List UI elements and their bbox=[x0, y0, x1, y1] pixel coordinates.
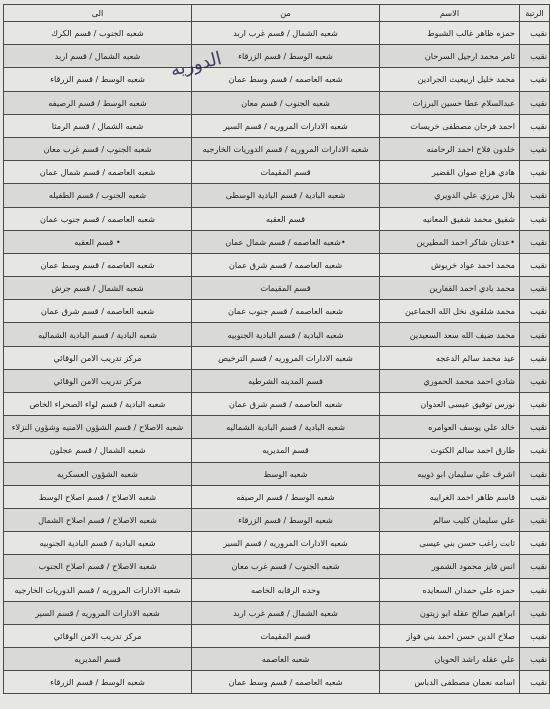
from-cell: شعبه الشمال / قسم غرب اربد bbox=[192, 22, 380, 45]
rank-cell: نقيب bbox=[520, 648, 550, 671]
from-cell: شعبه البادية / قسم البادية الشماليه bbox=[192, 416, 380, 439]
from-cell: شعبه العاصمه / قسم شرق عمان bbox=[192, 393, 380, 416]
to-cell: شعبه الوسط / قسم الزرقاء bbox=[4, 68, 192, 91]
to-cell: شعبه العاصمه / قسم شمال عمان bbox=[4, 161, 192, 184]
name-cell: ثامر محمد ارجيل السرحان bbox=[380, 45, 520, 68]
name-cell: عبدالسلام عطا حسين البرزات bbox=[380, 91, 520, 114]
name-cell: اشرف علي سليمان ابو ذويبه bbox=[380, 462, 520, 485]
rank-cell: نقيب bbox=[520, 578, 550, 601]
to-cell: قسم المديريه bbox=[4, 648, 192, 671]
rank-cell: نقيب bbox=[520, 184, 550, 207]
table-row bbox=[4, 45, 550, 68]
table-row bbox=[4, 393, 550, 416]
table-row bbox=[4, 508, 550, 531]
name-cell: احمد فرحان مصطفى خريسات bbox=[380, 114, 520, 137]
rank-cell: نقيب bbox=[520, 439, 550, 462]
rank-cell: نقيب bbox=[520, 462, 550, 485]
rank-cell: نقيب bbox=[520, 300, 550, 323]
name-cell: محمد بادي احمد القفارين bbox=[380, 277, 520, 300]
rank-cell: نقيب bbox=[520, 68, 550, 91]
name-cell: صلاح الدين حسن احمد بني فواز bbox=[380, 624, 520, 647]
to-cell: شعبه الاصلاح / قسم اصلاح الجنوب bbox=[4, 555, 192, 578]
table-row bbox=[4, 22, 550, 45]
from-cell: قسم المقيمات bbox=[192, 277, 380, 300]
name-cell: محمد شلقوى نخل الله الجماعين bbox=[380, 300, 520, 323]
name-cell: اسامه نعمان مصطفى الدباس bbox=[380, 671, 520, 694]
table-row bbox=[4, 253, 550, 276]
to-cell: شعبه البادية / قسم البادية الشماليه bbox=[4, 323, 192, 346]
name-cell: عيد محمد سالم الدعجه bbox=[380, 346, 520, 369]
from-cell: قسم المقيمات bbox=[192, 161, 380, 184]
to-cell: شعبه الوسط / قسم الزرقاء bbox=[4, 671, 192, 694]
rank-cell: نقيب bbox=[520, 253, 550, 276]
table-row bbox=[4, 601, 550, 624]
to-cell: شعبه الشؤون العسكريه bbox=[4, 462, 192, 485]
handwritten-note: الدوريه bbox=[168, 48, 224, 81]
rank-cell: نقيب bbox=[520, 137, 550, 160]
rank-cell: نقيب bbox=[520, 532, 550, 555]
from-cell: وحده الرقابه الخاصه bbox=[192, 578, 380, 601]
name-cell: قاسم ظاهر احمد الغرايبه bbox=[380, 485, 520, 508]
name-cell: طارق احمد سالم الكتوت bbox=[380, 439, 520, 462]
from-cell: شعبه العاصمه / قسم وسط عمان bbox=[192, 68, 380, 91]
rank-cell: نقيب bbox=[520, 624, 550, 647]
to-cell: شعبه العاصمه / قسم شرق عمان bbox=[4, 300, 192, 323]
rank-cell: نقيب bbox=[520, 416, 550, 439]
name-cell: محمد خليل اربيعيث الجرادين bbox=[380, 68, 520, 91]
table-row bbox=[4, 68, 550, 91]
to-cell: شعبه الجنوب / قسم الطفيله bbox=[4, 184, 192, 207]
to-cell: شعبه الادارات المروريه / قسم الدوريات الخارجيه bbox=[4, 578, 192, 601]
table-row bbox=[4, 578, 550, 601]
from-cell: قسم العقبه bbox=[192, 207, 380, 230]
to-cell: مركز تدريب الامن الوقائي bbox=[4, 624, 192, 647]
name-cell: ابراهيم صالح عقله ابو زيتون bbox=[380, 601, 520, 624]
to-cell: شعبه العاصمه / قسم جنوب عمان bbox=[4, 207, 192, 230]
table-body bbox=[4, 22, 550, 694]
rank-cell: نقيب bbox=[520, 161, 550, 184]
rank-cell: نقيب bbox=[520, 45, 550, 68]
rank-cell: نقيب bbox=[520, 485, 550, 508]
rank-cell: نقيب bbox=[520, 508, 550, 531]
table-row bbox=[4, 137, 550, 160]
header-name: الاسم bbox=[380, 5, 520, 22]
table-row bbox=[4, 416, 550, 439]
table-row bbox=[4, 532, 550, 555]
from-cell: شعبه الجنوب / قسم غرب معان bbox=[192, 555, 380, 578]
table-row bbox=[4, 277, 550, 300]
name-cell: محمد احمد عواد خريوش bbox=[380, 253, 520, 276]
to-cell: شعبه البادية / قسم البادية الجنوبيه bbox=[4, 532, 192, 555]
header-rank: الرتبة bbox=[520, 5, 550, 22]
table-row bbox=[4, 555, 550, 578]
to-cell: شعبه الشمال / قسم اربد bbox=[4, 45, 192, 68]
name-cell: علي سليمان كليب سالم bbox=[380, 508, 520, 531]
from-cell: شعبه الادارات المروريه / قسم الدوريات الخارجيه bbox=[192, 137, 380, 160]
header-to: الى bbox=[4, 5, 192, 22]
to-cell: شعبه الاصلاح / قسم اصلاح الشمال bbox=[4, 508, 192, 531]
from-cell: شعبه الوسط bbox=[192, 462, 380, 485]
table-row bbox=[4, 369, 550, 392]
from-cell: قسم المديريه bbox=[192, 439, 380, 462]
name-cell: نورس توفيق عيسى العدوان bbox=[380, 393, 520, 416]
from-cell: شعبه البادية / قسم البادية الجنوبيه bbox=[192, 323, 380, 346]
transfer-table bbox=[3, 4, 550, 694]
header-from: من bbox=[192, 5, 380, 22]
to-cell: شعبه الاصلاح / قسم اصلاح الوسط bbox=[4, 485, 192, 508]
to-cell: شعبه الشمال / قسم جرش bbox=[4, 277, 192, 300]
from-cell: شعبه العاصمه / قسم وسط عمان bbox=[192, 671, 380, 694]
name-cell: خالد علي يوسف العوامره bbox=[380, 416, 520, 439]
name-cell: شفيق محمد شفيق المعانيه bbox=[380, 207, 520, 230]
name-cell: محمد ضيف الله سعد السعيدين bbox=[380, 323, 520, 346]
to-cell: مركز تدريب الامن الوقائي bbox=[4, 346, 192, 369]
to-cell: شعبه الشمال / قسم الرمثا bbox=[4, 114, 192, 137]
from-cell: شعبه البادية / قسم البادية الوسطى bbox=[192, 184, 380, 207]
name-cell: هادي هزاع صوان القضير bbox=[380, 161, 520, 184]
rank-cell: نقيب bbox=[520, 323, 550, 346]
table-row bbox=[4, 184, 550, 207]
to-cell: شعبه الجنوب / قسم غرب معان bbox=[4, 137, 192, 160]
to-cell: مركز تدريب الامن الوقائي bbox=[4, 369, 192, 392]
table-row bbox=[4, 161, 550, 184]
rank-cell: نقيب bbox=[520, 207, 550, 230]
from-cell: شعبه الادارات المروريه / قسم السير bbox=[192, 532, 380, 555]
from-cell: شعبه الوسط / قسم الزرقاء bbox=[192, 508, 380, 531]
name-cell: شادي احمد محمد الحموري bbox=[380, 369, 520, 392]
rank-cell: نقيب bbox=[520, 91, 550, 114]
name-cell: ثابت راغب حسن بني عيسى bbox=[380, 532, 520, 555]
table-row bbox=[4, 207, 550, 230]
to-cell: شعبه الاصلاح / قسم الشؤون الامنيه وشؤون النزلاء bbox=[4, 416, 192, 439]
from-cell: شعبه الادارات المروريه / قسم السير bbox=[192, 114, 380, 137]
rank-cell: نقيب bbox=[520, 393, 550, 416]
rank-cell: نقيب bbox=[520, 555, 550, 578]
table-row bbox=[4, 114, 550, 137]
from-cell: شعبه الوسط / قسم الرصيفه bbox=[192, 485, 380, 508]
name-cell: بلال مرزي علي الدويري bbox=[380, 184, 520, 207]
from-cell: قسم المقيمات bbox=[192, 624, 380, 647]
header-row bbox=[4, 5, 550, 22]
to-cell: شعبه البادية / قسم لواء الصحراء الخاص bbox=[4, 393, 192, 416]
rank-cell: نقيب bbox=[520, 230, 550, 253]
rank-cell: نقيب bbox=[520, 601, 550, 624]
from-cell: شعبه العاصمه bbox=[192, 648, 380, 671]
table-row bbox=[4, 462, 550, 485]
table-row bbox=[4, 346, 550, 369]
table-row bbox=[4, 439, 550, 462]
to-cell: شعبه الجنوب / قسم الكرك bbox=[4, 22, 192, 45]
to-cell: شعبه الشمال / قسم عجلون bbox=[4, 439, 192, 462]
name-cell: علي عقله راشد الحويان bbox=[380, 648, 520, 671]
from-cell: شعبه الشمال / قسم غرب اربد bbox=[192, 601, 380, 624]
to-cell: شعبه الادارات المروريه / قسم السير bbox=[4, 601, 192, 624]
name-cell: خلدون فلاح احمد الرحامنه bbox=[380, 137, 520, 160]
rank-cell: نقيب bbox=[520, 369, 550, 392]
rank-cell: نقيب bbox=[520, 671, 550, 694]
to-cell: شعبه الوسط / قسم الرصيفه bbox=[4, 91, 192, 114]
name-cell: •عدنان شاكر احمد المطيرين bbox=[380, 230, 520, 253]
name-cell: انس فايز محمود الشمور bbox=[380, 555, 520, 578]
name-cell: حمزه ظاهر غالب الشبوط bbox=[380, 22, 520, 45]
table-row bbox=[4, 648, 550, 671]
rank-cell: نقيب bbox=[520, 22, 550, 45]
rank-cell: نقيب bbox=[520, 114, 550, 137]
from-cell: شعبه العاصمه / قسم شرق عمان bbox=[192, 253, 380, 276]
table-row bbox=[4, 300, 550, 323]
from-cell: شعبه الجنوب / قسم معان bbox=[192, 91, 380, 114]
rank-cell: نقيب bbox=[520, 277, 550, 300]
name-cell: حمزه علي حمدان السعايده bbox=[380, 578, 520, 601]
from-cell: شعبه الادارات المروريه / قسم الترخيص bbox=[192, 346, 380, 369]
from-cell: شعبه العاصمه / قسم جنوب عمان bbox=[192, 300, 380, 323]
from-cell: •شعبه العاصمه / قسم شمال عمان bbox=[192, 230, 380, 253]
table-row bbox=[4, 485, 550, 508]
from-cell: قسم المدينه الشرطيه bbox=[192, 369, 380, 392]
table-row bbox=[4, 624, 550, 647]
table-row bbox=[4, 323, 550, 346]
from-cell: شعبه الوسط / قسم الزرقاء bbox=[192, 45, 380, 68]
to-cell: • قسم العقبه bbox=[4, 230, 192, 253]
table-row bbox=[4, 671, 550, 694]
table-row bbox=[4, 230, 550, 253]
rank-cell: نقيب bbox=[520, 346, 550, 369]
to-cell: شعبه العاصمه / قسم وسط عمان bbox=[4, 253, 192, 276]
table-row bbox=[4, 91, 550, 114]
